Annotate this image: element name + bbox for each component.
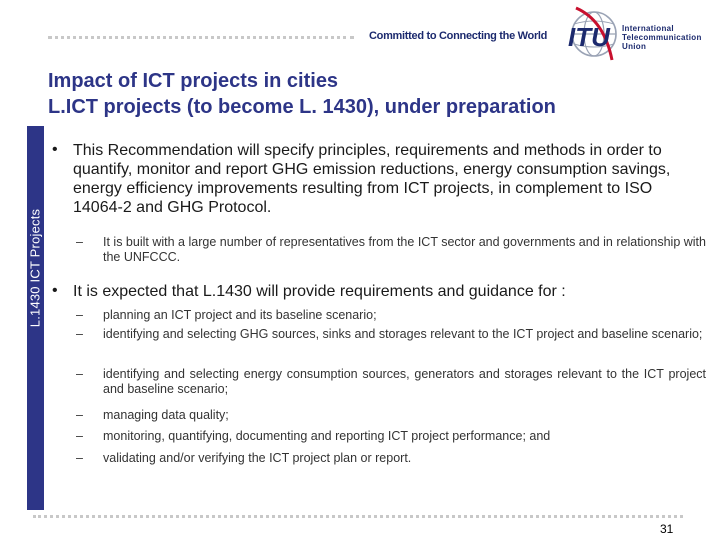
- title-line-2: L.ICT projects (to become L. 1430), under preparation: [48, 96, 556, 118]
- page-number: 31: [660, 522, 674, 536]
- sub-text: planning an ICT project and its baseline scenario;: [103, 308, 377, 322]
- sub-item: [76, 308, 706, 323]
- title-line-1: Impact of ICT projects in cities: [48, 70, 339, 92]
- itu-mark-text: ITU: [568, 22, 610, 52]
- sub-marker: –: [76, 429, 83, 443]
- sub-text: managing data quality;: [103, 408, 229, 422]
- sub-marker: –: [76, 367, 83, 381]
- sub-item: [76, 451, 706, 466]
- sub-marker: –: [76, 308, 83, 322]
- logo-wordmark: [622, 24, 702, 51]
- bullet-text: This Recommendation will specify principles, requirements and methods in order to quantify, monitor and report GHG emission reductions, energy consumption savings, energy efficiency improvements resulting from ICT projects, in complement to ISO 14064-2 and GHG Protocol.: [73, 142, 671, 216]
- footer-dotted-rule: [33, 515, 683, 518]
- sub-item: [76, 408, 706, 423]
- sub-item: [76, 367, 706, 397]
- logo-line-1: International: [622, 24, 674, 33]
- sub-marker: –: [76, 235, 83, 249]
- sub-text: identifying and selecting energy consumption sources, generators and storages relevant to the ICT project and baseline scenario;: [103, 367, 706, 396]
- sub-text: identifying and selecting GHG sources, sinks and storages relevant to the ICT project and baseline scenario;: [103, 327, 703, 341]
- sub-item: [76, 235, 706, 265]
- sub-text: monitoring, quantifying, documenting and reporting ICT project performance; and: [103, 429, 551, 443]
- tagline: Committed to Connecting the World: [369, 30, 548, 42]
- sub-marker: –: [76, 451, 83, 465]
- bullet-marker: •: [52, 282, 58, 299]
- sub-marker: –: [76, 327, 83, 341]
- header-dotted-rule: [48, 36, 354, 39]
- sub-marker: –: [76, 408, 83, 422]
- sub-text: validating and/or verifying the ICT project plan or report.: [103, 451, 412, 465]
- sub-item: [76, 327, 706, 342]
- logo-line-2: Telecommunication: [622, 33, 702, 42]
- bullet-text: It is expected that L.1430 will provide requirements and guidance for :: [73, 283, 566, 300]
- sidebar-label: L.1430 ICT Projects: [27, 208, 43, 328]
- slide-title: [48, 68, 556, 120]
- logo-line-3: Union: [622, 42, 647, 51]
- bullet-marker: •: [52, 141, 58, 158]
- sub-text: It is built with a large number of representatives from the ICT sector and governments and in relationship with the UNFCCC.: [103, 235, 706, 264]
- sub-item: [76, 429, 706, 444]
